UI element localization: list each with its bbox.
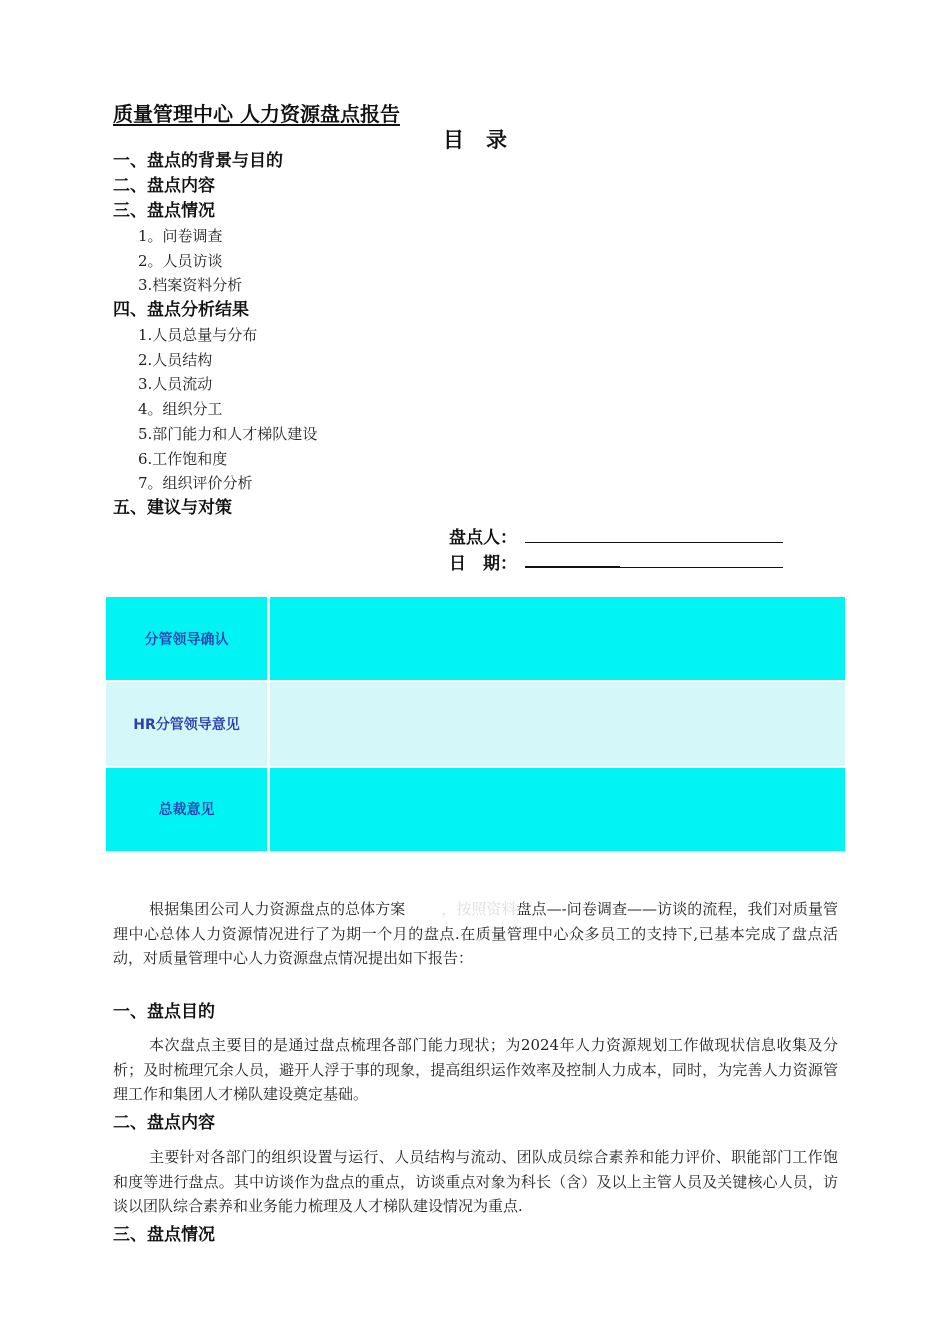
- toc-title: 目录: [443, 128, 529, 152]
- toc-subitem: 3.档案资料分析: [138, 276, 243, 295]
- toc-subitem: 4。组织分工: [138, 400, 223, 419]
- toc-heading: 一、盘点的背景与目的: [113, 151, 283, 171]
- toc-subitem: 5.部门能力和人才梯队建设: [138, 424, 318, 443]
- toc-subitem: 7。组织评价分析: [138, 474, 253, 493]
- toc-subitem: 1。问卷调查: [138, 227, 223, 245]
- section-body-purpose: 本次盘点主要目的是通过盘点梳理各部门能力现状；为2024年人力资源规划工作做现状信息收集及分析；及时梳理冗余人员，避开人浮于事的现象，提高组织运作效率及控制人力成本，同时，为完善人力资源管理工作和集团人才梯队建设奠定基础。: [113, 1036, 838, 1103]
- intro-paragraph: [113, 897, 838, 971]
- approval-content-cell[interactable]: [270, 682, 845, 765]
- date-line-mark: [525, 566, 620, 568]
- date-label: 日 期：: [449, 554, 517, 574]
- toc-heading: 三、盘点情况: [113, 201, 215, 221]
- section-heading-purpose: 一、盘点目的: [113, 1002, 215, 1022]
- approval-label: 总裁意见: [106, 768, 267, 851]
- approval-table: [106, 597, 845, 851]
- inventory-person-line: [525, 542, 783, 543]
- approval-content-cell[interactable]: [270, 768, 845, 851]
- intro-text-a: 根据集团公司人力资源盘点的总体方案: [149, 900, 406, 918]
- intro-text-obscured: ，按照资料: [405, 897, 516, 922]
- approval-row-president: [106, 768, 845, 851]
- toc-heading: 二、盘点内容: [113, 176, 215, 196]
- toc-heading: 四、盘点分析结果: [113, 300, 249, 321]
- toc-subitem: 3.人员流动: [138, 375, 213, 394]
- toc-subitem: 6.工作饱和度: [138, 449, 228, 468]
- toc-heading: 五、建议与对策: [113, 497, 232, 518]
- approval-content-cell[interactable]: [270, 597, 845, 680]
- approval-row-hr-leader: [106, 682, 845, 765]
- approval-row-division-leader: [106, 597, 845, 680]
- approval-label: HR分管领导意见: [106, 682, 267, 765]
- approval-label: 分管领导确认: [106, 597, 267, 680]
- intro-text-b: 盘点—-问卷调查——访谈的流程，我们对质量管理中心总体人力资源情况进行了为期一个月的盘点.在质量管理中心众多员工的支持下,已基本完成了盘点活动，对质量管理中心人力资源盘点情况提出如下报告：: [113, 900, 838, 967]
- toc-subitem: 2.人员结构: [138, 350, 213, 369]
- section-body-content: 主要针对各部门的组织设置与运行、人员结构与流动、团队成员综合素养和能力评价、职能部门工作饱和度等进行盘点。其中访谈作为盘点的重点，访谈重点对象为科长（含）及以上主管人员及关键核心人员，访谈以团队综合素养和业务能力梳理及人才梯队建设情况为重点.: [113, 1148, 838, 1215]
- inventory-person-label: 盘点人：: [449, 528, 517, 548]
- section-heading-content: 二、盘点内容: [113, 1113, 215, 1133]
- document-title: 质量管理中心 人力资源盘点报告: [113, 102, 400, 126]
- section-heading-status: 三、盘点情况: [113, 1225, 215, 1245]
- toc-subitem: 2。人员访谈: [138, 251, 223, 270]
- toc-subitem: 1.人员总量与分布: [138, 326, 258, 345]
- table-of-contents: [113, 149, 713, 521]
